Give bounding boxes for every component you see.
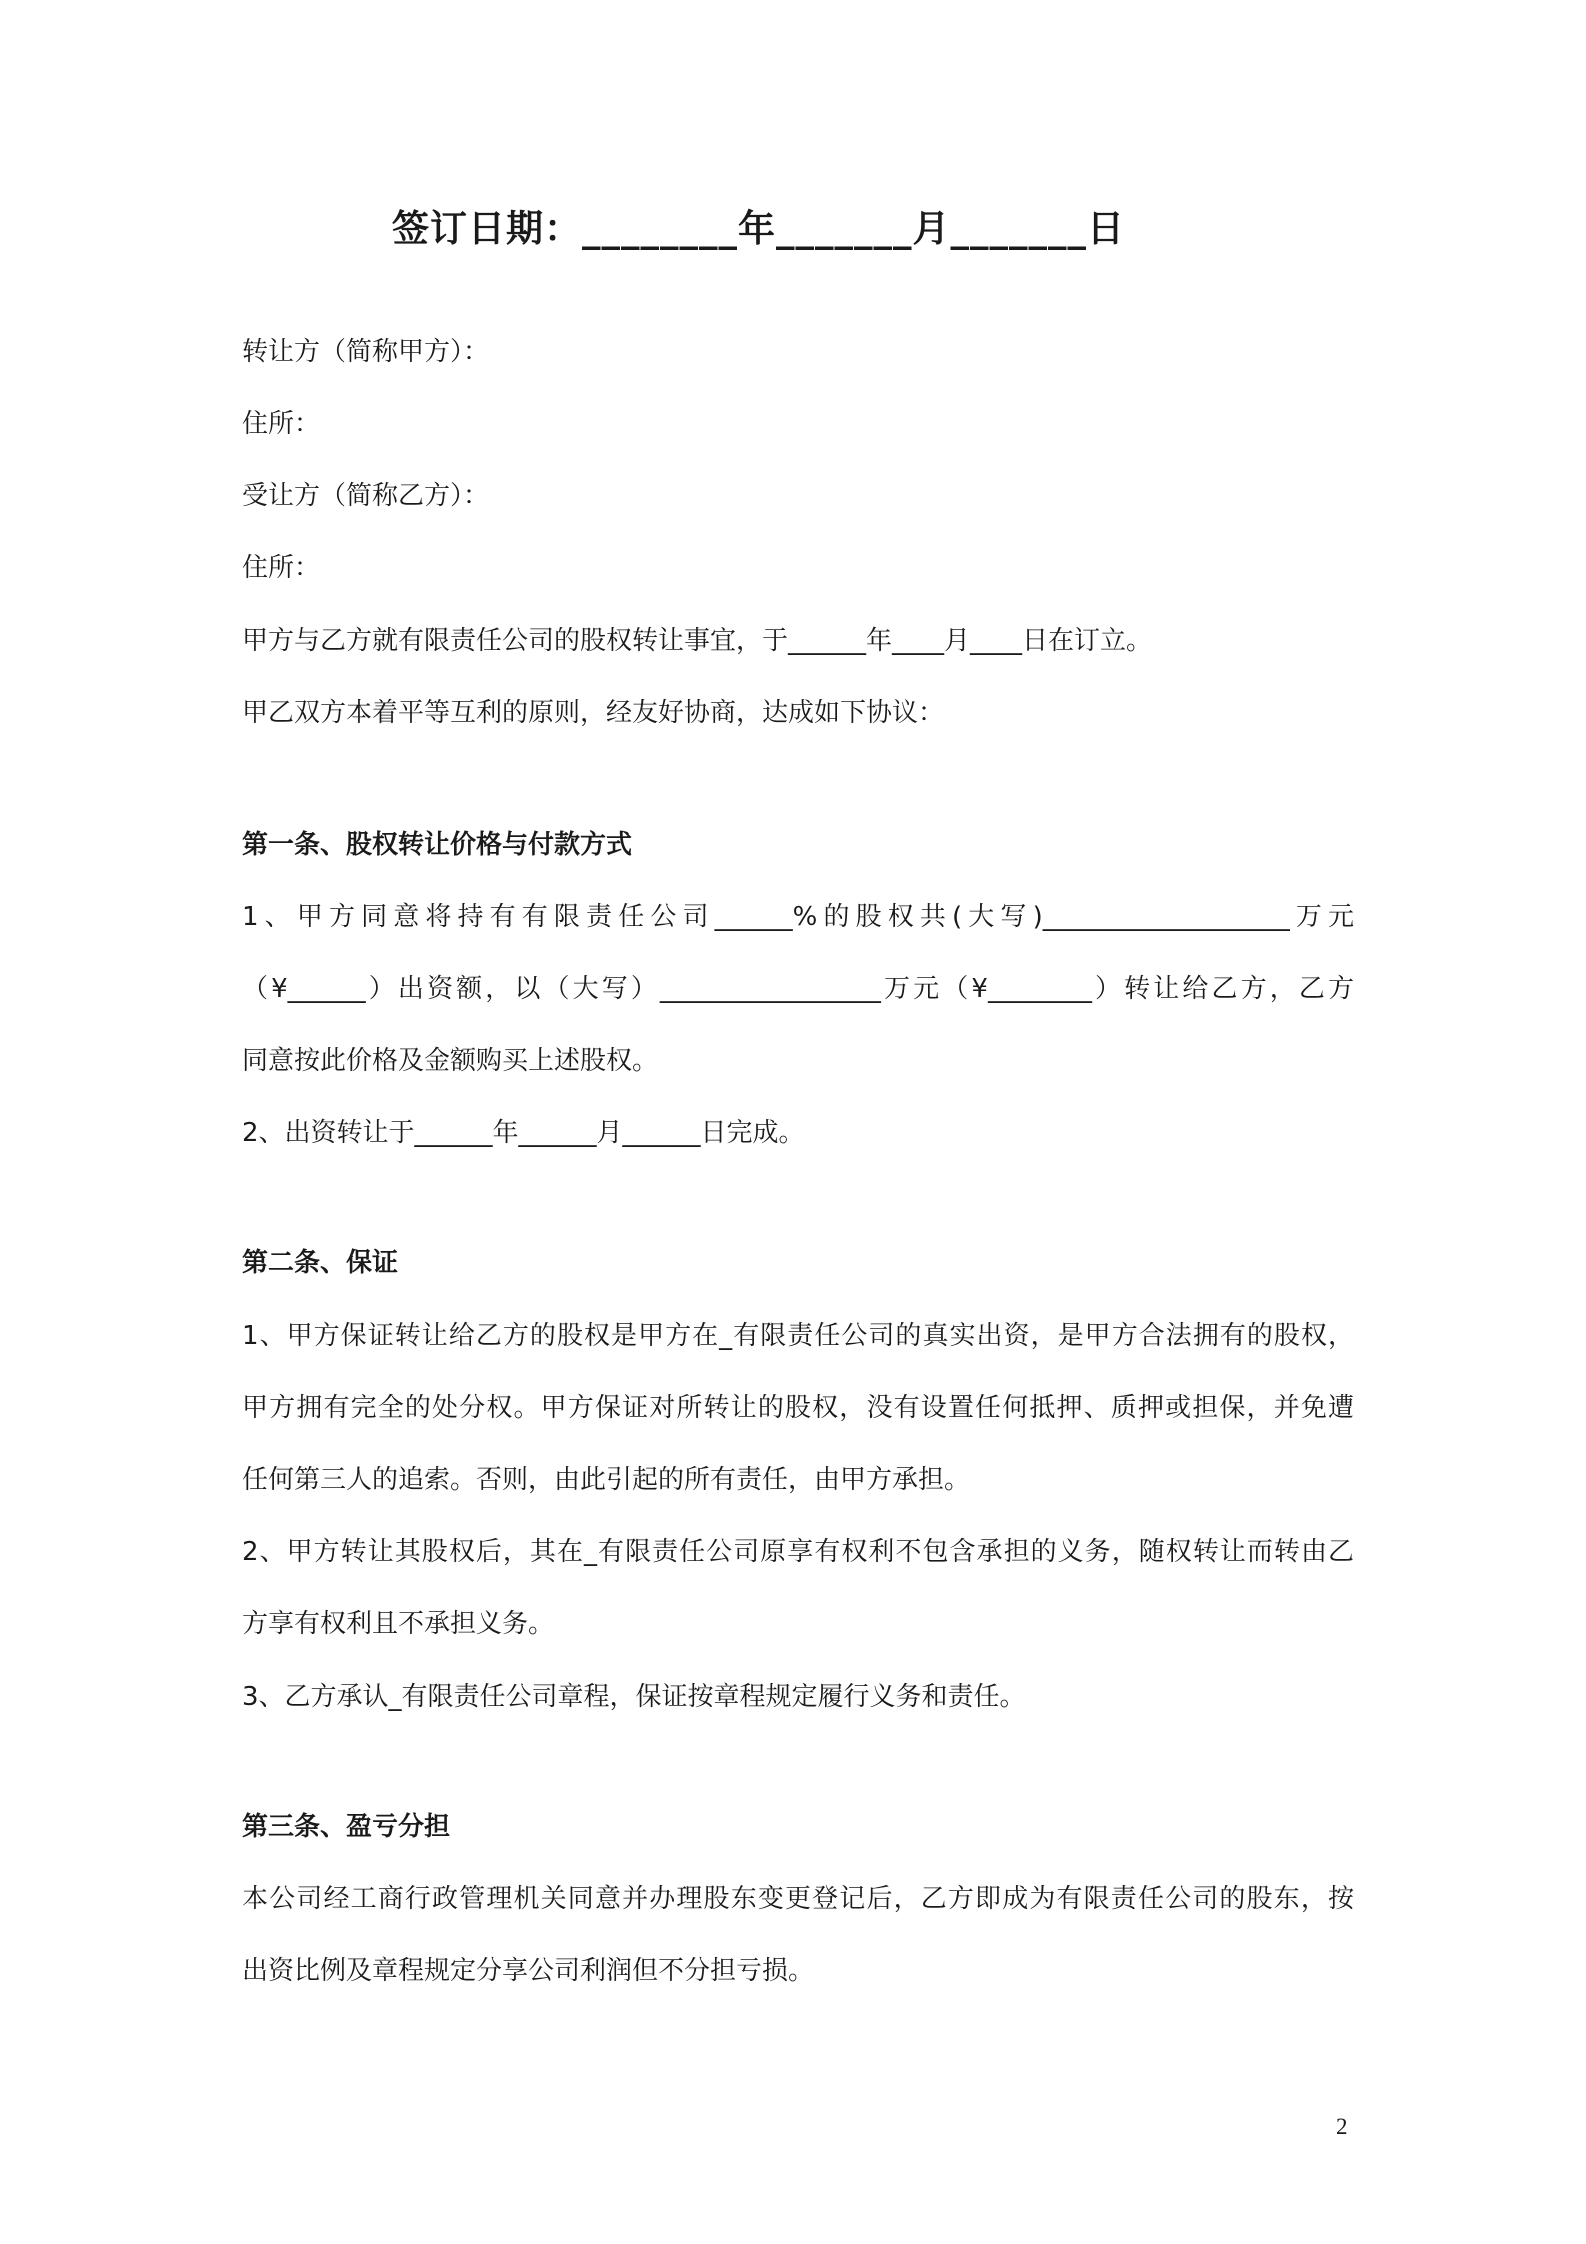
article-2-line: 1、甲方保证转让给乙方的股权是甲方在_有限责任公司的真实出资，是甲方合法拥有的股权， — [242, 1321, 1354, 1351]
transferor-label: 转让方（简称甲方）： — [242, 337, 490, 367]
article-1-line: 1、甲方同意将持有有限责任公司______%的股权共(大写)___________________万元 — [242, 902, 1354, 932]
article-2-line: 3、乙方承认_有限责任公司章程，保证按章程规定履行义务和责任。 — [242, 1682, 1026, 1712]
article-2-line: 方享有权利且不承担义务。 — [242, 1609, 555, 1639]
article-2-heading: 第二条、保证 — [242, 1248, 399, 1278]
article-3-line: 本公司经工商行政管理机关同意并办理股东变更登记后，乙方即成为有限责任公司的股东，按 — [242, 1884, 1354, 1914]
signing-date-title: 签订日期：________年_______月_______日 — [392, 207, 1125, 250]
article-2-line: 2、甲方转让其股权后，其在_有限责任公司原享有权利不包含承担的义务，随权转让而转由乙 — [242, 1537, 1354, 1567]
article-3-line: 出资比例及章程规定分享公司利润但不分担亏损。 — [242, 1956, 815, 1986]
article-1-line: 2、出资转让于______年______月______日完成。 — [242, 1118, 805, 1148]
article-1-line: （¥______）出资额，以（大写）_________________万元（¥________）转让给乙方，乙方 — [242, 974, 1354, 1004]
article-1-heading: 第一条、股权转让价格与付款方式 — [242, 830, 633, 860]
article-2-line: 甲方拥有完全的处分权。甲方保证对所转让的股权，没有设置任何抵押、质押或担保，并免遭 — [242, 1393, 1354, 1423]
preamble-paragraph: 甲乙双方本着平等互利的原则，经友好协商，达成如下协议： — [242, 698, 945, 728]
transferee-address-label: 住所： — [242, 553, 321, 583]
transferee-label: 受让方（简称乙方）： — [242, 481, 490, 511]
transferor-address-label: 住所： — [242, 409, 321, 439]
article-2-line: 任何第三人的追索。否则，由此引起的所有责任，由甲方承担。 — [242, 1465, 971, 1495]
preamble-paragraph: 甲方与乙方就有限责任公司的股权转让事宜，于______年____月____日在订立。 — [242, 626, 1153, 656]
article-1-line: 同意按此价格及金额购买上述股权。 — [242, 1046, 659, 1076]
page-number: 2 — [1336, 2114, 1348, 2139]
article-3-heading: 第三条、盈亏分担 — [242, 1812, 451, 1842]
